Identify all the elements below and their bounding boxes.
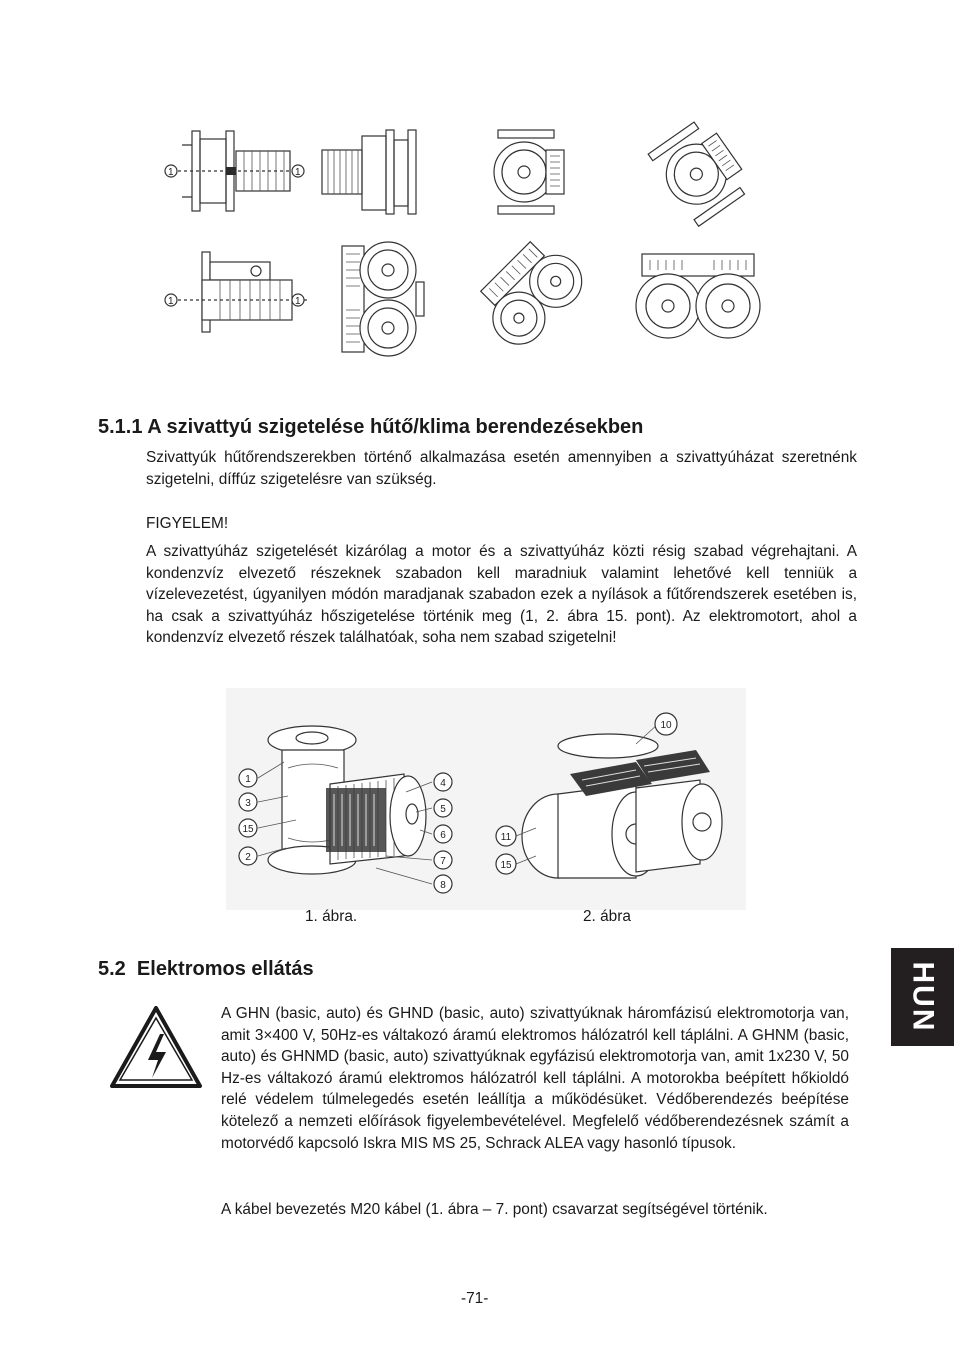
svg-text:1: 1 [295, 296, 301, 307]
svg-text:8: 8 [440, 880, 446, 891]
pump-diagram-horizontal-2 [318, 128, 418, 218]
electrical-warning-icon [108, 1004, 204, 1090]
intro-paragraph: Szivattyúk hűtőrendszerekben történő alkalmazása esetén amennyiben a szivattyúházat szeretnénk szigetelni, díffúz szigetelésre van szükség. [146, 449, 857, 488]
callout-text-1a [160, 125, 310, 220]
language-tab [891, 948, 954, 1046]
installation-diagrams [0, 0, 954, 380]
warning-paragraph: A szivattyúház szigetelését kizárólag a motor és a szivattyúház közti résig szabad végrehajtani. A kondenzvíz elvezető részeknek szabadon kell maradniuk valamint lehetővé kell tenniük a vízelevezetést, úgyanilyen módón maradjanak szabadon ezek a nyílások a fűtőrendszerek esetében is, ha csak a szivattyúház hőszigetelése történik meg (1, 2. ábra 15. pont). Az elektromotort, ahol a kondenzvíz elvezető részek találhatóak, soha nem szabad szigetelni! [146, 543, 857, 647]
figure-2-caption: 2. ábra [583, 908, 631, 925]
svg-text:5: 5 [440, 804, 446, 815]
svg-text:10: 10 [660, 720, 672, 731]
svg-text:2: 2 [245, 852, 251, 863]
svg-text:11: 11 [500, 832, 512, 843]
section-heading-5-2: 5.2 Elektromos ellátás [98, 958, 314, 980]
svg-text:7: 7 [440, 856, 446, 867]
svg-text:4: 4 [440, 778, 446, 789]
twin-pump-diagram-vertical [340, 236, 430, 366]
svg-text:15: 15 [242, 824, 254, 835]
svg-text:1: 1 [168, 167, 174, 178]
twin-pump-diagram-rotated [478, 234, 598, 364]
section-heading-5-1-1: 5.1.1 A szivattyú szigetelése hűtő/klima berendezésekben [98, 416, 644, 438]
cable-entry-paragraph: A kábel bevezetés M20 kábel (1. ábra – 7. pont) csavarzat segítségével történik. [221, 1201, 768, 1218]
warning-label: FIGYELEM! [146, 515, 229, 532]
svg-text:6: 6 [440, 830, 446, 841]
pump-diagram-front-1 [490, 128, 570, 218]
svg-text:1: 1 [168, 296, 174, 307]
figure-1-callouts [226, 688, 486, 910]
page-number: -71- [461, 1290, 489, 1307]
twin-pump-diagram-horizontal [632, 250, 767, 345]
svg-text:1: 1 [295, 167, 301, 178]
pump-diagram-horizontal-3 [160, 250, 310, 335]
pump-diagram-front-rotated-1 [648, 125, 748, 220]
svg-text:3: 3 [245, 798, 251, 809]
figure-2-callouts [486, 688, 746, 910]
language-tab-label: HUN [906, 961, 940, 1033]
figure-1-caption: 1. ábra. [305, 908, 358, 925]
electrical-supply-paragraph: A GHN (basic, auto) és GHND (basic, auto) szivattyúknak háromfázisú elektromotorja van, amit 3×400 V, 50Hz-es váltakozó áramú elektromos hálózatról kell táplálni. A GHNM (basic, auto) és GHNMD (basic, auto) szivattyúknak egyfázisú elektromotorja van, amit 1x230 V, 50 Hz-es váltakozó áramú elektromos hálózatról kell táplálni. A motorokba beépített hőkioldó relé védelem túlmelegedés esetén leállítja a működésüket. Védőberendezés beépítése kötelező a nemzeti előírások figyelembevételével. Megfelelő védőberendezésnek számít a motorvédő kapcsoló Iskra MIS MS 25, Schrack ALEA vagy hasonló típusok. [221, 1005, 849, 1152]
svg-text:15: 15 [500, 860, 512, 871]
svg-text:1: 1 [245, 774, 251, 785]
